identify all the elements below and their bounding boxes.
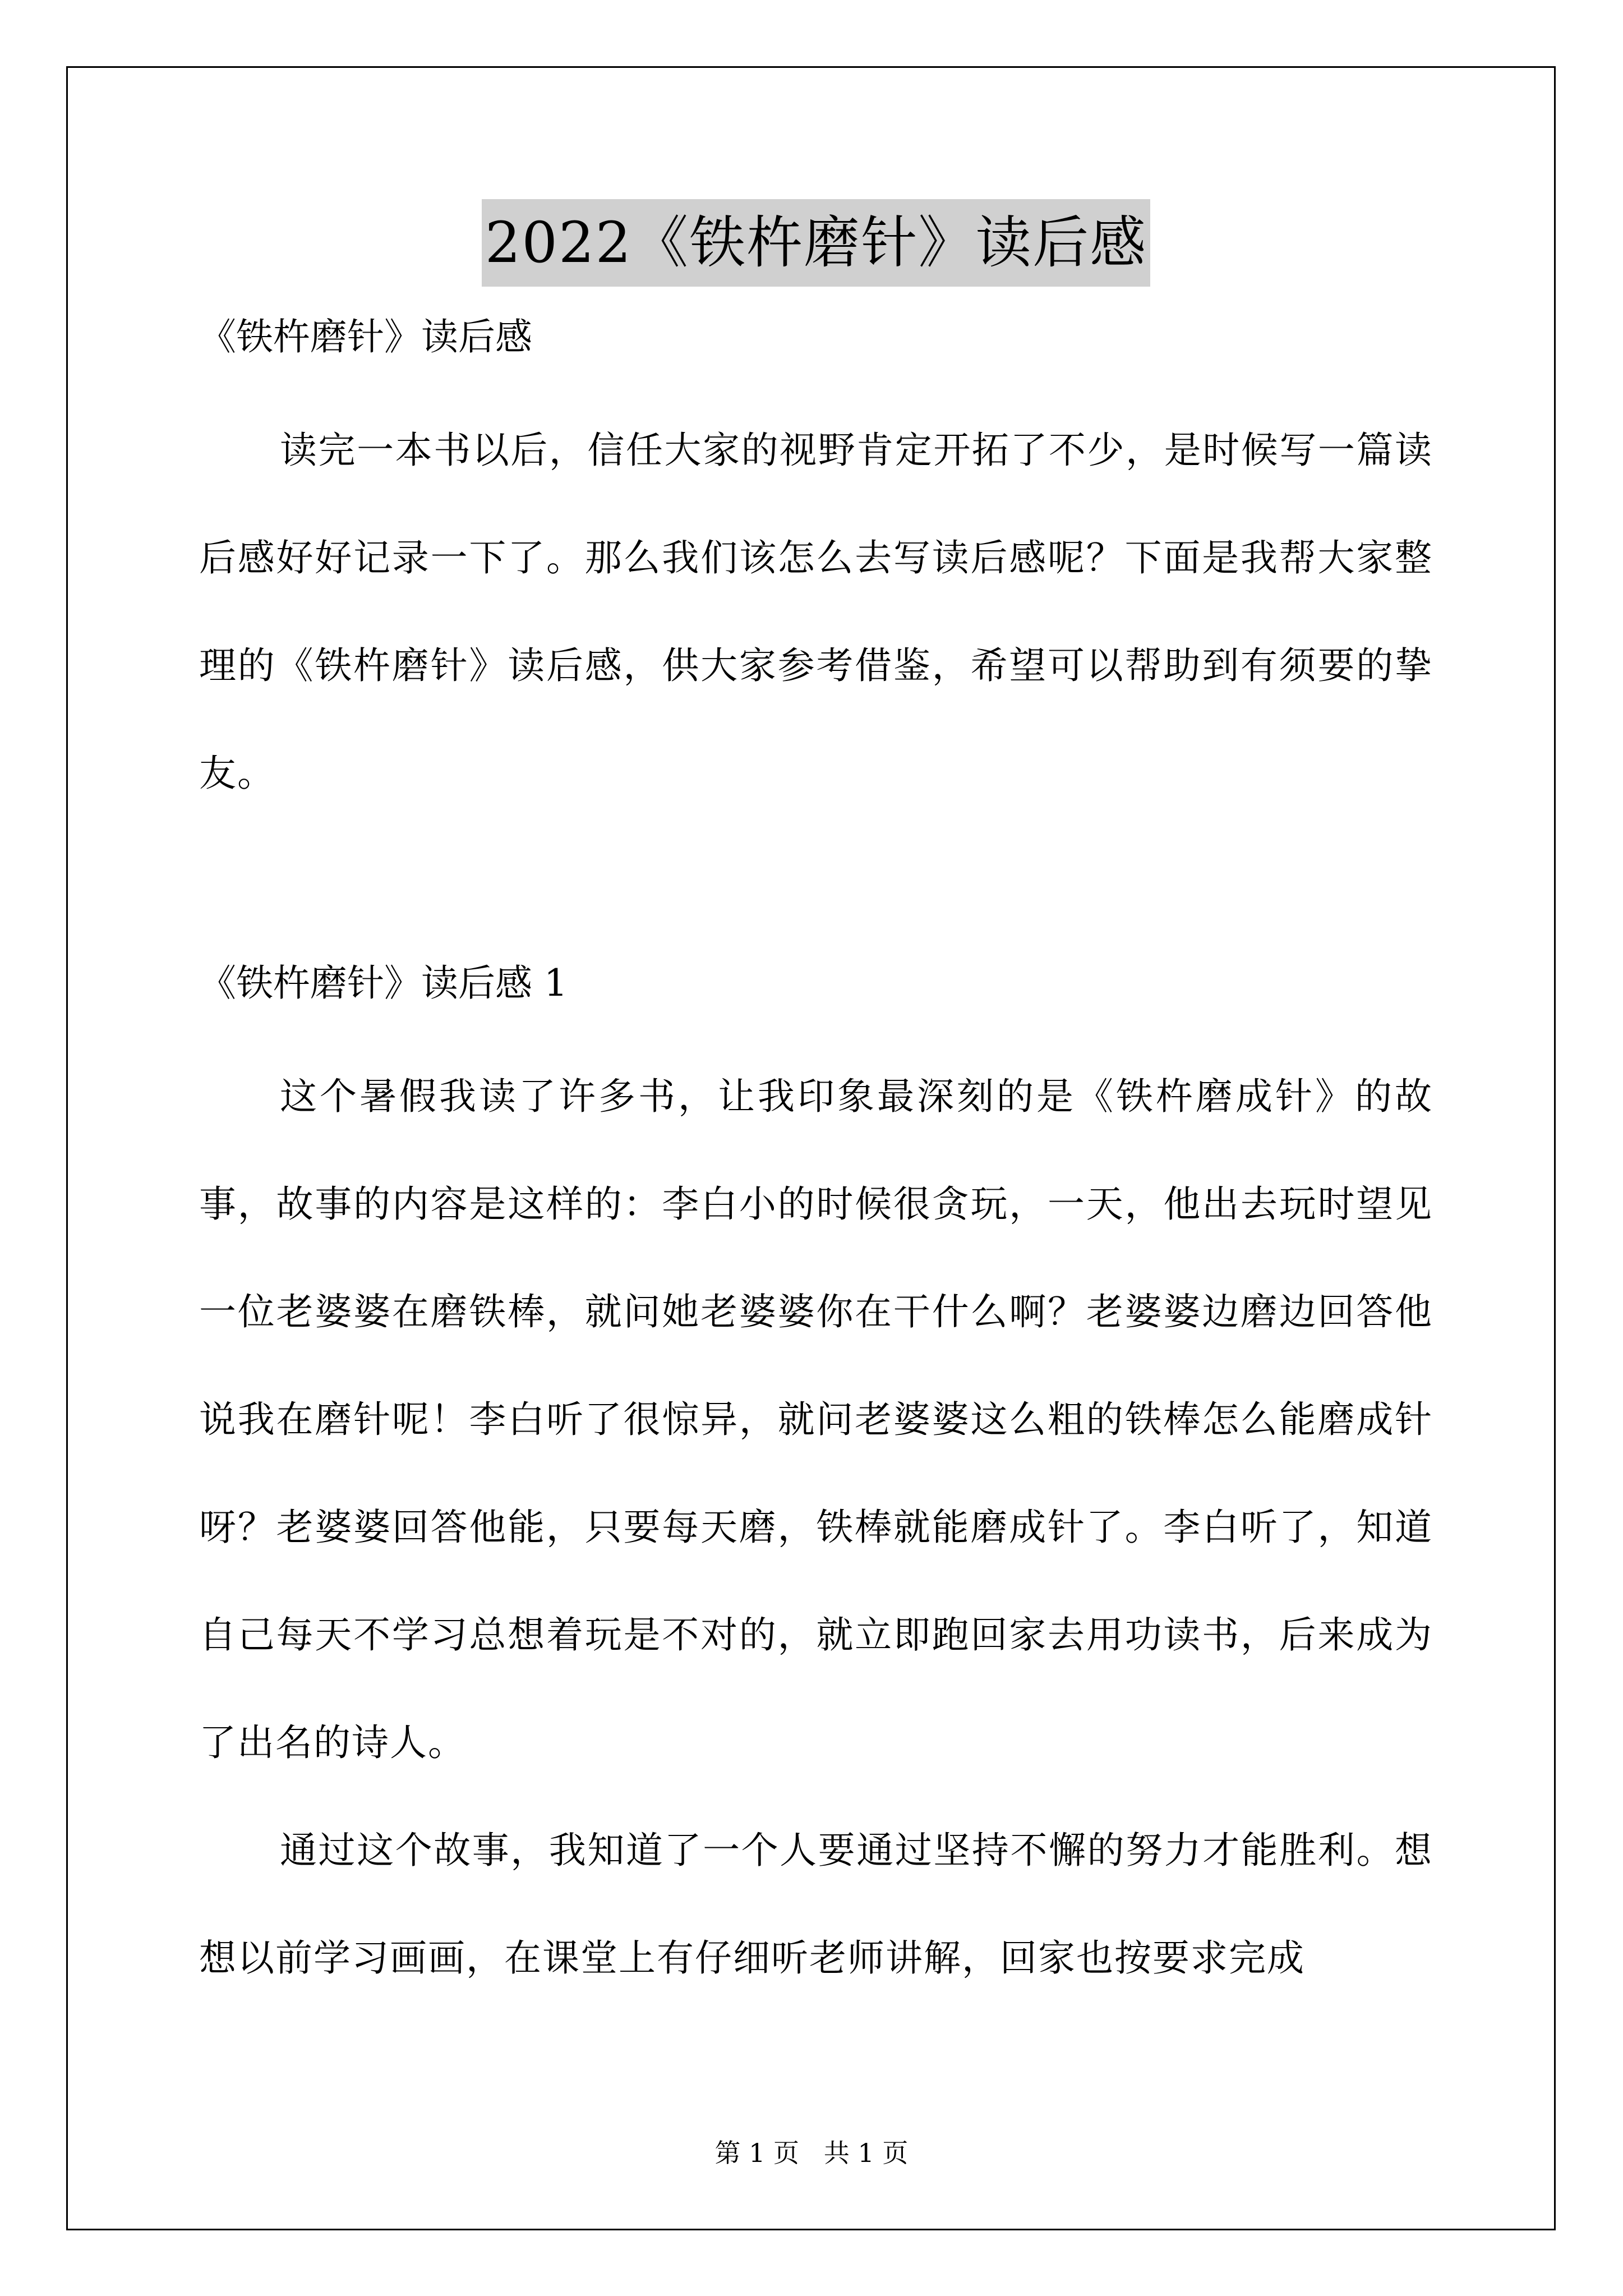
section-spacer (199, 827, 1433, 935)
section1-heading: 《铁杵磨针》读后感 1 (199, 961, 568, 1005)
section1-paragraph-1: 这个暑假我读了许多书，让我印象最深刻的是《铁杵磨成针》的故事，故事的内容是这样的：李白小的时候很贪玩，一天，他出去玩时望见一位老婆婆在磨铁棒，就问她老婆婆你在干什么啊？老婆婆边磨边回答他说我在磨针呢！李白听了很惊异，就问老婆婆这么粗的铁棒怎么能磨成针呀？老婆婆回答他能，只要每天磨，铁棒就能磨成针了。李白听了，知道自己每天不学习总想着玩是不对的，就立即跑回家去用功读书，后来成为了出名的诗人。 (199, 1075, 1433, 1764)
document-body (199, 199, 1433, 2012)
document-title: 2022《铁杵磨针》读后感 (482, 199, 1151, 287)
intro-paragraph: 读完一本书以后，信任大家的视野肯定开拓了不少，是时候写一篇读后感好好记录一下了。那么我们该怎么去写读后感呢？下面是我帮大家整理的《铁杵磨针》读后感，供大家参考借鉴，希望可以帮助到有须要的挚友。 (199, 429, 1433, 795)
page-footer: 第 1 页 共 1 页 (714, 2138, 909, 2168)
section1-paragraph-2: 通过这个故事，我知道了一个人要通过坚持不懈的努力才能胜利。想想以前学习画画，在课堂上有仔细听老师讲解，回家也按要求完成 (199, 1829, 1433, 1980)
intro-heading: 《铁杵磨针》读后感 (199, 315, 532, 358)
title-container (199, 199, 1433, 289)
